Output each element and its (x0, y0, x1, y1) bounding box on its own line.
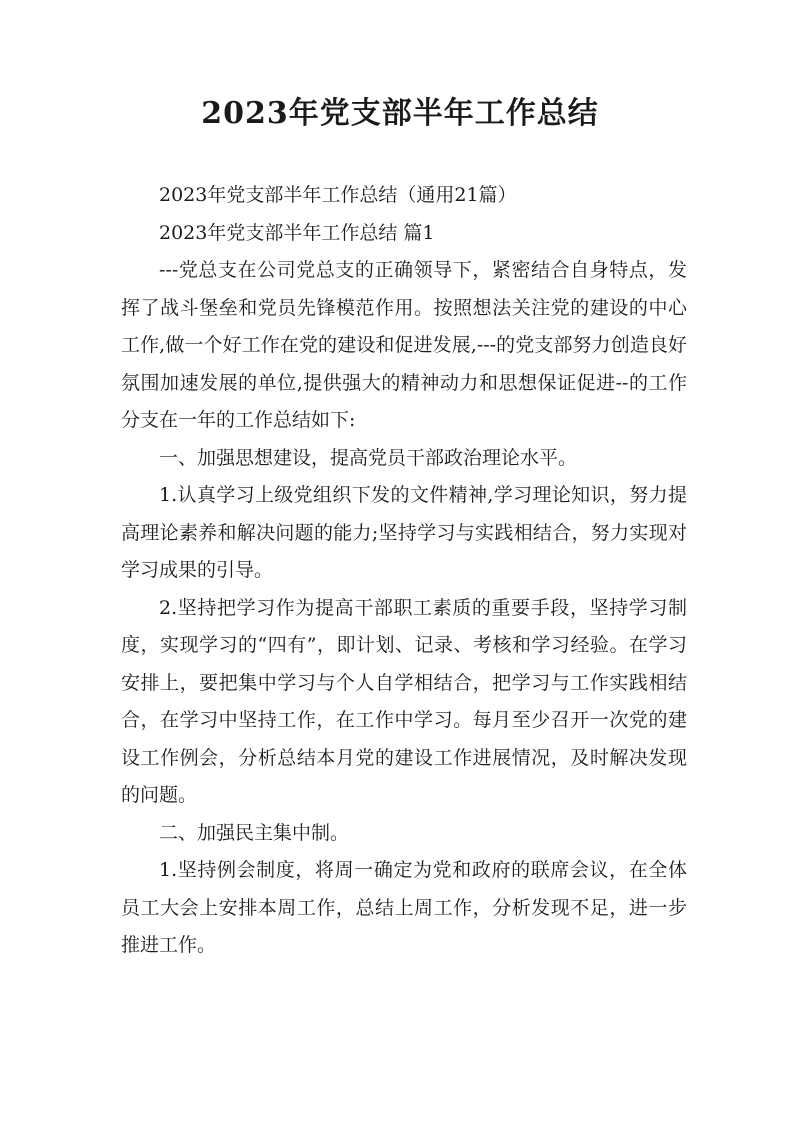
paragraph-article-heading: 2023年党支部半年工作总结 篇1 (159, 221, 435, 244)
document-body (121, 177, 687, 965)
paragraph-introduction: ---党总支在公司党总支的正确领导下，紧密结合自身特点，发挥了战斗堡垒和党员先锋模范作用。按照想法关注党的建设的中心工作,做一个好工作在党的建设和促进发展,---的党支部努力创造良好氛围加速发展的单位,提供强大的精神动力和思想保证促进--的工作分支在一年的工作总结如下: (121, 259, 687, 431)
paragraph-section-heading-2: 二、加强民主集中制。 (159, 821, 350, 844)
paragraph-section-heading-1: 一、加强思想建设，提高党员干部政治理论水平。 (159, 446, 578, 469)
paragraph-collection-title: 2023年党支部半年工作总结（通用21篇） (159, 184, 517, 206)
paragraph-item-2-1: 1.坚持例会制度，将周一确定为党和政府的联席会议，在全体员工大会上安排本周工作，总结上周工作，分析发现不足，进一步推进工作。 (121, 859, 687, 956)
document-title: 2023年党支部半年工作总结 (201, 96, 599, 131)
paragraph-item-1-1: 1.认真学习上级党组织下发的文件精神,学习理论知识，努力提高理论素养和解决问题的能力;坚持学习与实践相结合，努力实现对学习成果的引导。 (121, 484, 687, 581)
paragraph-item-1-2: 2.坚持把学习作为提高干部职工素质的重要手段，坚持学习制度，实现学习的“四有”，即计划、记录、考核和学习经验。在学习安排上，要把集中学习与个人自学相结合，把学习与工作实践相结合，在学习中坚持工作，在工作中学习。每月至少召开一次党的建设工作例会，分析总结本月党的建设工作进展情况，及时解决发现的问题。 (121, 596, 687, 806)
